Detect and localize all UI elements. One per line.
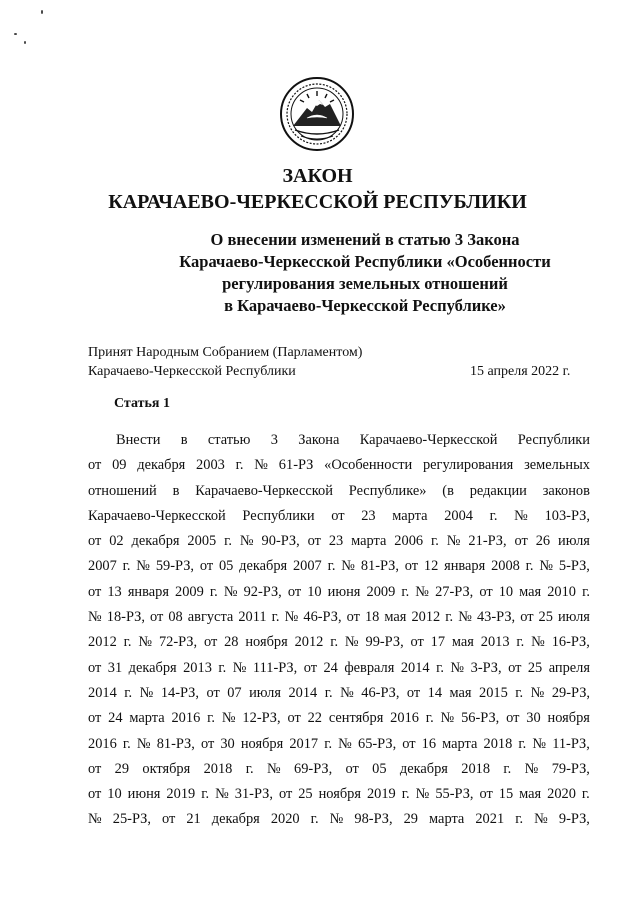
word: марта bbox=[442, 735, 478, 752]
word: № bbox=[221, 710, 236, 727]
word: Внести bbox=[116, 432, 161, 448]
word: 69-РЗ, bbox=[294, 760, 333, 777]
word: от bbox=[88, 786, 102, 803]
word: от bbox=[506, 710, 520, 727]
word: г. bbox=[515, 684, 524, 701]
word: № bbox=[139, 684, 154, 701]
word: от bbox=[287, 583, 302, 600]
word: Карачаево-Черкесской bbox=[88, 507, 226, 524]
word: 111-РЗ, bbox=[252, 659, 298, 676]
adoption-line: Карачаево-Черкесской Республики bbox=[88, 364, 296, 379]
word: 2010 bbox=[547, 583, 576, 600]
word: № bbox=[530, 684, 545, 701]
word: от bbox=[331, 507, 345, 524]
word: 26 bbox=[535, 533, 551, 550]
word: от bbox=[303, 659, 317, 676]
word: 07 bbox=[227, 684, 242, 701]
word: декабря bbox=[239, 558, 288, 575]
word: отношений bbox=[88, 482, 157, 499]
word: г. bbox=[245, 760, 254, 777]
word: № bbox=[136, 558, 151, 575]
word: 99-РЗ, bbox=[365, 634, 404, 651]
word: июня bbox=[127, 786, 161, 803]
word: 25-РЗ, bbox=[112, 811, 151, 828]
word: от bbox=[88, 583, 102, 600]
word: июля bbox=[557, 609, 590, 626]
word: от bbox=[88, 710, 102, 727]
word: 23 bbox=[328, 533, 344, 550]
word: 25 bbox=[298, 786, 313, 803]
subtitle-line: Карачаево-Черкесской Республики «Особенности bbox=[179, 252, 551, 271]
word: 55-РЗ, bbox=[435, 786, 474, 803]
article-text-line bbox=[88, 453, 590, 478]
word: ноября bbox=[245, 634, 288, 651]
word: марта bbox=[351, 533, 387, 550]
article-text-line bbox=[88, 681, 590, 706]
word: № bbox=[415, 786, 430, 803]
word: мая bbox=[519, 583, 542, 600]
word: 2018 bbox=[461, 760, 491, 777]
word: от bbox=[88, 533, 102, 550]
word: 09 bbox=[112, 457, 127, 474]
word: ноября bbox=[240, 735, 284, 752]
word: № bbox=[338, 735, 352, 752]
word: № bbox=[239, 533, 254, 550]
word: марта bbox=[392, 507, 428, 524]
word: г. bbox=[310, 811, 319, 828]
word: г. bbox=[401, 786, 410, 803]
law-title: ЗАКОН bbox=[282, 165, 353, 187]
scan-speck bbox=[24, 41, 26, 44]
word: № bbox=[415, 583, 430, 600]
word: г. bbox=[324, 684, 333, 701]
word: августа bbox=[187, 609, 234, 626]
word: 21 bbox=[186, 811, 201, 828]
word: г. bbox=[124, 684, 133, 701]
word: мая bbox=[519, 786, 542, 803]
word: 16 bbox=[421, 735, 437, 752]
word: 28 bbox=[224, 634, 239, 651]
word: 2009 bbox=[366, 583, 396, 600]
word: 2016 bbox=[88, 735, 117, 752]
word: № bbox=[450, 659, 465, 676]
word: г. bbox=[235, 457, 244, 474]
word: 30 bbox=[526, 710, 541, 727]
word: № bbox=[531, 634, 545, 651]
word: 10 bbox=[307, 583, 322, 600]
word: Карачаево-Черкесской bbox=[195, 482, 333, 499]
word: 31 bbox=[107, 659, 123, 676]
article-text-line bbox=[88, 706, 590, 731]
word: Карачаево-Черкесской bbox=[359, 432, 498, 448]
word: Республике» bbox=[348, 482, 427, 499]
word: 12-РЗ, bbox=[242, 710, 281, 727]
word: г. bbox=[271, 609, 280, 626]
word: 98-РЗ, bbox=[354, 811, 393, 828]
word: г. bbox=[122, 735, 131, 752]
article-text-line bbox=[88, 757, 590, 782]
word: Республики bbox=[517, 432, 590, 448]
word: 14-РЗ, bbox=[160, 684, 199, 701]
word: 3 bbox=[270, 432, 278, 448]
word: № bbox=[88, 811, 102, 828]
word: января bbox=[444, 558, 486, 575]
word: 23 bbox=[361, 507, 376, 524]
word: 81-РЗ, bbox=[360, 558, 399, 575]
word: 18-РЗ, bbox=[106, 609, 145, 626]
word: 14 bbox=[427, 684, 443, 701]
word: 43-РЗ, bbox=[476, 609, 516, 626]
word: № bbox=[266, 760, 281, 777]
word: № bbox=[458, 609, 472, 626]
word: от bbox=[162, 811, 176, 828]
word: г. bbox=[218, 659, 227, 676]
word: от bbox=[345, 760, 359, 777]
word: 2015 bbox=[479, 684, 508, 701]
word: декабря bbox=[211, 811, 260, 828]
word: 72-РЗ, bbox=[158, 634, 198, 651]
word: № bbox=[215, 786, 229, 803]
word: 79-РЗ, bbox=[551, 760, 590, 777]
word: № bbox=[284, 609, 299, 626]
article-text-line bbox=[88, 529, 590, 554]
word: 2007 bbox=[88, 558, 117, 575]
word: июля bbox=[249, 684, 281, 701]
word: 2008 bbox=[491, 558, 520, 575]
scan-speck bbox=[14, 33, 17, 35]
article-text-line bbox=[88, 807, 590, 832]
word: 15 bbox=[498, 786, 514, 803]
word: г. bbox=[489, 507, 498, 524]
article-text-line bbox=[88, 428, 590, 453]
word: № bbox=[341, 558, 355, 575]
word: № bbox=[539, 558, 554, 575]
article-text-line bbox=[88, 630, 590, 655]
word: редакции bbox=[469, 482, 527, 499]
word: 2017 bbox=[289, 735, 319, 752]
word: № bbox=[88, 609, 102, 626]
word: 29 bbox=[403, 811, 418, 828]
word: 2004 bbox=[444, 507, 473, 524]
article-text-line bbox=[88, 504, 590, 529]
word: 2014 bbox=[288, 684, 318, 701]
word: 24 bbox=[108, 710, 123, 727]
subtitle-line: О внесении изменений в статью 3 Закона bbox=[210, 230, 520, 249]
word: 56-РЗ, bbox=[461, 710, 500, 727]
word: 2020 bbox=[547, 786, 576, 803]
word: от bbox=[203, 634, 218, 651]
word: от bbox=[402, 735, 416, 752]
word: декабря bbox=[137, 457, 186, 474]
word: 2018 bbox=[203, 760, 233, 777]
word: 22 bbox=[307, 710, 322, 727]
word: № bbox=[136, 735, 151, 752]
word: 08 bbox=[168, 609, 183, 626]
word: 81-РЗ, bbox=[156, 735, 195, 752]
adoption-date: 15 апреля 2022 г. bbox=[470, 364, 571, 379]
article-text-line bbox=[88, 605, 590, 630]
word: 05 bbox=[372, 760, 387, 777]
word: 5-РЗ, bbox=[558, 558, 590, 575]
article-text-line bbox=[88, 732, 590, 757]
word: ноября bbox=[547, 710, 590, 727]
word: № bbox=[329, 811, 344, 828]
article-text-line bbox=[88, 580, 590, 605]
word: 2011 bbox=[238, 609, 267, 626]
word: от bbox=[150, 609, 164, 626]
word: марта bbox=[429, 811, 465, 828]
word: регулирования bbox=[422, 457, 514, 474]
scan-speck bbox=[41, 10, 43, 14]
word: 12 bbox=[423, 558, 439, 575]
word: № bbox=[340, 684, 354, 701]
word: 18 bbox=[364, 609, 380, 626]
article-text-line bbox=[88, 656, 590, 681]
word: мая bbox=[451, 634, 474, 651]
word: от bbox=[404, 558, 419, 575]
word: 2021 bbox=[475, 811, 505, 828]
word: 29-РЗ, bbox=[551, 684, 590, 701]
word: 11-РЗ, bbox=[552, 735, 590, 752]
article-body bbox=[88, 428, 590, 833]
republic-coat-of-arms-icon bbox=[277, 74, 357, 154]
word: 46-РЗ, bbox=[361, 684, 400, 701]
word: мая bbox=[449, 684, 472, 701]
word: в bbox=[172, 482, 180, 499]
word: г. bbox=[581, 786, 590, 803]
word: сентября bbox=[328, 710, 384, 727]
word: декабря bbox=[128, 659, 177, 676]
word: от bbox=[410, 634, 424, 651]
word: ноября bbox=[318, 786, 361, 803]
word: г. bbox=[425, 710, 434, 727]
word: г. bbox=[224, 533, 232, 550]
word: марта bbox=[129, 710, 165, 727]
word: г. bbox=[582, 583, 590, 600]
word: апреля bbox=[548, 659, 590, 676]
word: г. bbox=[445, 609, 454, 626]
word: № bbox=[440, 710, 455, 727]
word: № bbox=[532, 735, 547, 752]
word: от bbox=[307, 533, 321, 550]
word: Закона bbox=[298, 432, 340, 448]
word: № bbox=[254, 457, 269, 474]
word: от bbox=[278, 786, 293, 803]
word: 05 bbox=[218, 558, 234, 575]
word: г. bbox=[330, 634, 339, 651]
word: от bbox=[406, 684, 421, 701]
word: июня bbox=[327, 583, 361, 600]
subtitle-line: в Карачаево-Черкесской Республике» bbox=[224, 296, 506, 315]
word: № bbox=[534, 811, 548, 828]
word: от bbox=[287, 710, 301, 727]
word: от bbox=[200, 735, 215, 752]
word: г. bbox=[515, 811, 524, 828]
word: 02 bbox=[109, 533, 124, 550]
word: в bbox=[180, 432, 188, 448]
word: 31-РЗ, bbox=[234, 786, 273, 803]
word: июля bbox=[558, 533, 590, 550]
word: от bbox=[199, 558, 214, 575]
word: г. bbox=[436, 659, 444, 676]
word: 27-РЗ, bbox=[435, 583, 474, 600]
word: января bbox=[127, 583, 169, 600]
word: 2005 bbox=[187, 533, 217, 550]
word: 65-РЗ, bbox=[358, 735, 397, 752]
word: «Особенности bbox=[324, 457, 413, 474]
word: № bbox=[514, 507, 528, 524]
word: статью bbox=[207, 432, 251, 448]
word: 2013 bbox=[480, 634, 510, 651]
word: 2020 bbox=[270, 811, 300, 828]
word: октября bbox=[142, 760, 191, 777]
word: г. bbox=[516, 634, 525, 651]
word: г. bbox=[430, 533, 439, 550]
word: 2019 bbox=[366, 786, 396, 803]
word: законов bbox=[542, 482, 590, 499]
article-text-line bbox=[88, 782, 590, 807]
adoption-statement bbox=[88, 343, 362, 381]
word: г. bbox=[525, 558, 534, 575]
word: земельных bbox=[524, 457, 590, 474]
word: 13 bbox=[107, 583, 122, 600]
word: от bbox=[346, 609, 360, 626]
word: 2014 bbox=[88, 684, 117, 701]
word: 2013 bbox=[183, 659, 212, 676]
word: от bbox=[88, 457, 102, 474]
word: 2009 bbox=[175, 583, 204, 600]
word: 46-РЗ, bbox=[303, 609, 342, 626]
word: 2003 bbox=[196, 457, 225, 474]
word: 2012 bbox=[411, 609, 441, 626]
word: от bbox=[514, 533, 528, 550]
word: № bbox=[446, 533, 461, 550]
word: 59-РЗ, bbox=[155, 558, 195, 575]
republic-title: КАРАЧАЕВО-ЧЕРКЕССКОЙ РЕСПУБЛИКИ bbox=[108, 191, 527, 213]
word: 2016 bbox=[171, 710, 201, 727]
word: 2006 bbox=[394, 533, 424, 550]
word: г. bbox=[209, 583, 218, 600]
word: 92-РЗ, bbox=[243, 583, 282, 600]
word: от bbox=[479, 583, 493, 600]
word: 2019 bbox=[166, 786, 196, 803]
article-heading: Статья 1 bbox=[114, 396, 170, 411]
word: г. bbox=[207, 710, 215, 727]
word: 24 bbox=[323, 659, 338, 676]
word: 2007 bbox=[292, 558, 322, 575]
word: № bbox=[344, 634, 359, 651]
law-subtitle bbox=[140, 229, 590, 317]
word: от bbox=[88, 659, 102, 676]
word: от bbox=[520, 609, 534, 626]
word: г. bbox=[503, 760, 512, 777]
word: от bbox=[206, 684, 220, 701]
word: 90-РЗ, bbox=[261, 533, 300, 550]
article-text-line bbox=[88, 479, 590, 504]
word: декабря bbox=[399, 760, 448, 777]
word: 61-РЗ bbox=[278, 457, 314, 474]
word: 2016 bbox=[390, 710, 419, 727]
word: 10 bbox=[498, 583, 514, 600]
word: г. bbox=[201, 786, 210, 803]
word: 2012 bbox=[88, 634, 117, 651]
word: февраля bbox=[344, 659, 395, 676]
subtitle-line: регулирования земельных отношений bbox=[222, 274, 508, 293]
word: от bbox=[479, 786, 493, 803]
word: 16-РЗ, bbox=[551, 634, 590, 651]
word: 3-РЗ, bbox=[470, 659, 502, 676]
word: 30 bbox=[220, 735, 235, 752]
word: № bbox=[223, 583, 238, 600]
word: г. bbox=[324, 735, 333, 752]
word: № bbox=[232, 659, 247, 676]
adoption-line: Принят Народным Собранием (Парламентом) bbox=[88, 345, 363, 360]
word: Республики bbox=[242, 507, 315, 524]
article-text-line bbox=[88, 554, 590, 579]
word: 9-РЗ, bbox=[558, 811, 590, 828]
word: 10 bbox=[107, 786, 122, 803]
word: 2014 bbox=[400, 659, 430, 676]
word: мая bbox=[384, 609, 407, 626]
word: 17 bbox=[430, 634, 446, 651]
word: 103-РЗ, bbox=[544, 507, 590, 524]
word: 2018 bbox=[483, 735, 513, 752]
word: (в bbox=[442, 482, 454, 499]
word: 2012 bbox=[294, 634, 324, 651]
word: № bbox=[524, 760, 539, 777]
word: 21-РЗ, bbox=[468, 533, 507, 550]
word: г. bbox=[123, 634, 132, 651]
word: 25 bbox=[538, 609, 553, 626]
word: декабря bbox=[131, 533, 180, 550]
word: 25 bbox=[527, 659, 543, 676]
word: г. bbox=[122, 558, 131, 575]
word: от bbox=[508, 659, 522, 676]
word: № bbox=[138, 634, 153, 651]
word: 29 bbox=[114, 760, 130, 777]
word: от bbox=[88, 760, 102, 777]
word: г. bbox=[518, 735, 527, 752]
word: г. bbox=[327, 558, 336, 575]
word: г. bbox=[401, 583, 410, 600]
